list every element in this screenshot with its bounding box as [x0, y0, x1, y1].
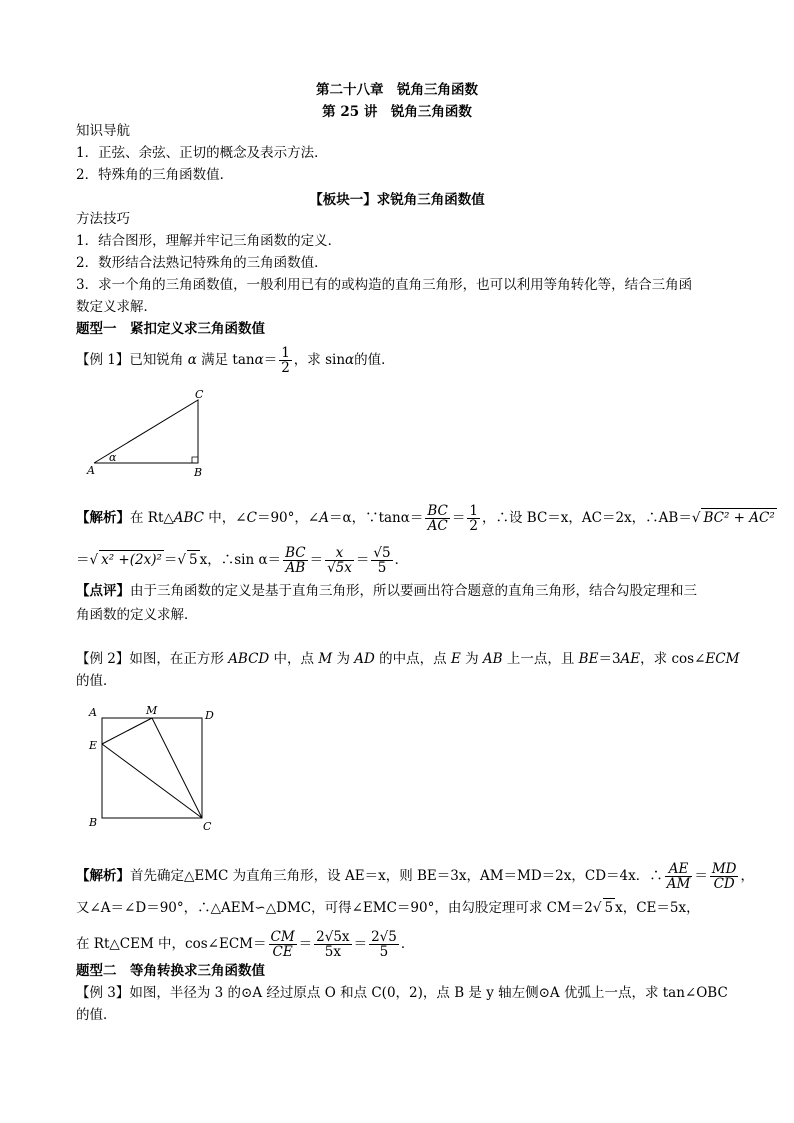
square-A-label: A: [89, 706, 97, 719]
square-C-label: C: [203, 820, 212, 833]
vertex-B-label: B: [194, 466, 203, 479]
square-figure: [84, 700, 224, 836]
lecture-title: 第 25 讲 锐角三角函数: [322, 104, 472, 120]
example2-solution-line3: 在 Rt△CEM 中，cos∠ECM＝ $\frac{CM}{CE}$ ＝ $\frac{2√5x}{5x}$ ＝ $\frac{2√5}{5}$ ．: [76, 929, 415, 960]
nav-item-1: 1．正弦、余弦、正切的概念及表示方法．: [76, 145, 328, 161]
example1-label: 【例 1】: [76, 352, 130, 368]
example3-label: 【例 3】: [76, 985, 130, 1001]
example3-question-line2: 的值．: [76, 1007, 117, 1023]
nav-heading: 知识导航: [76, 123, 130, 139]
example1-question: 【例 1】已知锐角 α 满足 tanα＝ $\frac{1}{2}$ ，求 sinα的值．: [76, 345, 395, 376]
square-D-label: D: [205, 709, 214, 722]
tip-1: 1．结合图形，理解并牢记三角函数的定义．: [76, 233, 342, 249]
example3-question-line1: 【例 3】如图，半径为 3 的⊙A 经过原点 O 和点 C(0，2)，点 B 是 y 轴左侧⊙A 优弧上一点，求 tan∠OBC: [76, 985, 728, 1001]
triangle-figure: [84, 388, 214, 480]
example2-question-line2: 的值．: [76, 673, 117, 689]
fraction-one-half: $\frac{1}{2}$: [281, 345, 290, 376]
method-heading: 方法技巧: [76, 211, 130, 227]
example2-question-line1: 【例 2】如图，在正方形 ABCD 中，点 M 为 AD 的中点，点 E 为 AB 上一点，且 BE＝3AE，求 cos∠ECM: [76, 651, 740, 667]
vertex-A-label: A: [87, 464, 95, 477]
square-E-label: E: [89, 739, 98, 752]
square-M-label: M: [146, 704, 158, 717]
example1-solution-line1: 【解析】在 Rt△ABC 中，∠C＝90°，∠A＝α，∵tanα＝ $\frac{BC}{AC}$ ＝ $\frac{1}{2}$ ，∴设 BC＝x，AC＝2x，∴AB＝√ BC² + AC²: [76, 503, 775, 534]
example1-comment-line2: 角函数的定义求解．: [76, 607, 198, 623]
tip-3a: 3．求一个角的三角函数值，一般利用已有的或构造的直角三角形，也可以利用等角转化等，结合三角函: [76, 277, 693, 293]
square-B-label: B: [89, 816, 98, 829]
vertex-C-label: C: [195, 388, 204, 401]
example2-solution-line1: 【解析】首先确定△EMC 为直角三角形，设 AE＝x，则 BE＝3x，AM＝MD＝2x，CD＝4x．∴ $\frac{AE}{AM}$ ＝ $\frac{MD}{CD}$ ，: [76, 861, 754, 892]
angle-alpha-label: α: [109, 451, 117, 464]
nav-item-2: 2．特殊角的三角函数值．: [76, 167, 234, 183]
example1-solution-line2: ＝√ x² +(2x)² ＝√ 5 x，∴sin α＝ $\frac{BC}{AB}$ ＝ $\frac{x}{√5x}$ ＝ $\frac{√5}{5}$ ．: [76, 545, 409, 576]
tip-3b: 数定义求解．: [76, 299, 157, 315]
type2-heading: 题型二 等角转换求三角函数值: [76, 963, 265, 979]
tip-2: 2．数形结合法熟记特殊角的三角函数值．: [76, 255, 328, 271]
type1-heading: 题型一 紧扣定义求三角函数值: [76, 321, 265, 337]
chapter-title: 第二十八章 锐角三角函数: [316, 82, 478, 98]
block1-title: 【板块一】求锐角三角函数值: [309, 192, 485, 208]
example1-comment-line1: 【点评】由于三角函数的定义是基于直角三角形，所以要画出符合题意的直角三角形，结合勾股定理和三: [76, 583, 697, 599]
example2-label: 【例 2】: [76, 651, 130, 667]
example2-solution-line2: 又∠A＝∠D＝90°，∴△AEM∽△DMC，可得∠EMC＝90°，由勾股定理可求 CM＝2√ 5 x，CE＝5x，: [76, 900, 700, 916]
